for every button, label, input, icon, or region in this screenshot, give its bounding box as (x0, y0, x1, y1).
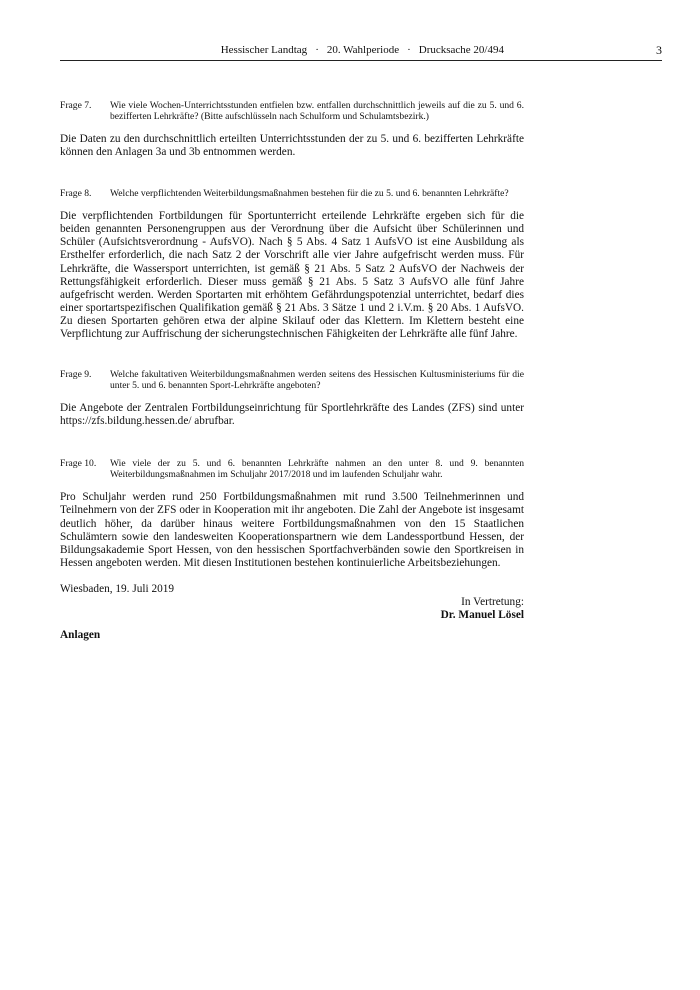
signatory-name: Dr. Manuel Lösel (440, 609, 524, 622)
question-label: Frage 7. (60, 100, 92, 111)
header-separator: · (315, 44, 319, 56)
question-text: Welche fakultativen Weiterbildungsmaßnahmen werden seitens des Hessischen Kultusministeriums für die unter 5. und 6. benannten Sport-Lehrkräfte angeboten? (110, 369, 524, 392)
question-label: Frage 8. (60, 188, 92, 200)
question (60, 369, 524, 391)
document-body (60, 100, 524, 642)
question-text: Welche verpflichtenden Weiterbildungsmaßnahmen bestehen für die zu 5. und 6. benannten Lehrkräfte? (110, 188, 509, 200)
question-block-8 (60, 188, 524, 341)
header-parliament: Hessischer Landtag (220, 44, 308, 56)
place-date: Wiesbaden, 19. Juli 2019 (60, 582, 175, 595)
question-text: Wie viele der zu 5. und 6. benannten Lehrkräfte nahmen an den unter 8. und 9. benannten Weiterbildungsmaßnahmen im Schuljahr 2017/2018 und im laufenden Schuljahr wahr. (110, 458, 524, 481)
answer-text: Die Daten zu den durchschnittlich erteilten Unterrichtsstunden der zu 5. und 6. bezifferten Lehrkräfte können den Anlagen 3a und 3b entnommen werden. (60, 133, 524, 159)
attachments-label: Anlagen (60, 629, 101, 642)
signature-block (60, 596, 524, 622)
question (60, 188, 524, 199)
page-number: 3 (656, 43, 662, 57)
question (60, 100, 524, 122)
question-label: Frage 10. (60, 458, 97, 470)
header-doc-number: Drucksache 20/494 (418, 44, 504, 56)
question-block-10 (60, 458, 524, 570)
header-period: 20. Wahlperiode (326, 44, 400, 56)
question (60, 458, 524, 480)
header-separator: · (407, 44, 411, 56)
answer-text: Pro Schuljahr werden rund 250 Fortbildungsmaßnahmen mit rund 3.500 Teilnehmerinnen und Teilnehmern von der ZFS oder in Kooperation mit ihr angeboten. Die Zahl der Angebote ist insgesamt deutlich höher, da darüber hinaus weitere Fortbildungsmaßnahmen von den 15 Staatlichen Schulämtern sowie den landesweiten Kooperationspartnern wie dem Landessportbund Hessen, der Bildungsakademie Sport Hessen, von den hessischen Sportfachverbänden sowie den Sportkreisen in Hessen angeboten werden. Mit diesen Institutionen bestehen kontinuierliche Arbeitsbeziehungen. (60, 491, 524, 569)
question-block-7 (60, 100, 524, 159)
question-label: Frage 9. (60, 369, 92, 381)
running-header (60, 44, 662, 61)
question-text: Wie viele Wochen-Unterrichtsstunden entfielen bzw. entfallen durchschnittlich jeweils auf die zu 5. und 6. bezifferten Lehrkräfte? (Bitte aufschlüsseln nach Schulform und Schulamtsbezirk.) (110, 100, 524, 122)
signature-role: In Vertretung: (461, 595, 524, 608)
header-line (221, 44, 504, 56)
answer-text: Die Angebote der Zentralen Fortbildungseinrichtung für Sportlehrkräfte des Landes (ZFS) sind unter https://zfs.bildung.hessen.de/ abrufbar. (60, 402, 524, 428)
question-block-9 (60, 369, 524, 428)
answer-text: Die verpflichtenden Fortbildungen für Sportunterricht erteilende Lehrkräfte ergeben sich für die beiden genannten Personengruppen aus der Verordnung über die Aufsicht über Schülerinnen und Schüler (Aufsichtsverordnung - AufsVO). Nach § 5 Abs. 4 Satz 1 AufsVO ist eine Ausbildung als Ersthelfer erforderlich, die nach Satz 2 der Vorschrift alle vier Jahre aufgefrischt werden muss. Für Lehrkräfte, die Wassersport unterrichten, ist gemäß § 21 Abs. 5 Satz 2 AufsVO der Nachweis der Rettungsfähigkeit erforderlich. Dieser muss gemäß § 21 Abs. 5 Satz 3 AufsVO alle fünf Jahre aufgefrischt werden. Werden Sportarten mit erhöhtem Gefährdungspotenzial unterrichtet, bedarf dies einer sportartspezifischen Qualifikation gemäß § 21 Abs. 3 Sätze 1 und 2 i.V.m. § 20 Abs. 1 AufsVO. Zu diesen Sportarten gehören etwa der alpine Skilauf oder das Klettern. Im Klettern besteht eine Verpflichtung zur Auffrischung der sicherungstechnischen Fähigkeiten der Lehrkräfte alle fünf Jahre. (60, 210, 524, 341)
